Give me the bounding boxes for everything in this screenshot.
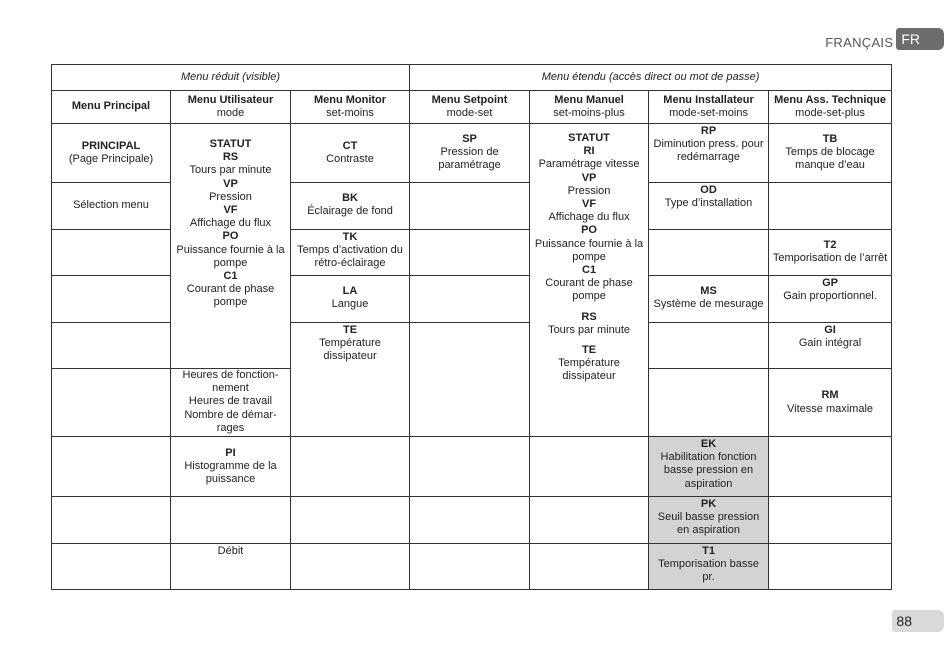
cell-monitor-bk: BK Éclairage de fond	[291, 183, 410, 230]
cell-empty	[410, 276, 530, 323]
cell-technique-tb: TB Temps de blocage manque d’eau	[769, 124, 892, 183]
header-menu-utilisateur: Menu Utilisateur mode	[171, 91, 291, 124]
cell-installateur-ek: EK Habilitation fonction basse pression en aspiration	[649, 437, 769, 497]
cell-technique-gi: GI Gain intégral	[769, 323, 892, 369]
cell-utilisateur-hours: Heures de fonction-nement Heures de travail Nombre de démar-rages	[171, 369, 291, 437]
cell-empty	[52, 544, 171, 590]
cell-empty	[769, 437, 892, 497]
cell-monitor-te: TE Température dissipateur	[291, 323, 410, 437]
cell-empty	[410, 323, 530, 437]
cell-utilisateur-status-block: STATUT RS Tours par minute VP Pression VF Affichage du flux PO Puissance fournie à la pompe C1 Courant de phase pompe	[171, 124, 291, 369]
header-menu-ass-technique: Menu Ass. Technique mode-set-plus	[769, 91, 892, 124]
cell-monitor-la: LA Langue	[291, 276, 410, 323]
cell-installateur-od: OD Type d’installation	[649, 183, 769, 230]
cell-empty	[769, 183, 892, 230]
language-code-badge: FR	[896, 28, 944, 50]
cell-installateur-rp: RP Diminution press. pour redémarrage	[649, 124, 769, 183]
cell-empty	[410, 230, 530, 276]
cell-technique-t2: T2 Temporisation de l’arrêt	[769, 230, 892, 276]
cell-empty	[410, 183, 530, 230]
menu-structure-table	[51, 64, 892, 590]
cell-installateur-ms: MS Système de mesurage	[649, 276, 769, 323]
cell-empty	[52, 276, 171, 323]
cell-monitor-ct: CT Contraste	[291, 124, 410, 183]
table-row	[52, 497, 892, 544]
cell-empty	[291, 497, 410, 544]
cell-empty	[52, 497, 171, 544]
cell-empty	[649, 323, 769, 369]
cell-empty	[291, 437, 410, 497]
cell-empty	[52, 323, 171, 369]
cell-empty	[52, 230, 171, 276]
cell-installateur-t1: T1 Temporisation basse pr.	[649, 544, 769, 590]
cell-monitor-tk: TK Temps d’activation du rétro-éclairage	[291, 230, 410, 276]
cell-empty	[171, 497, 291, 544]
cell-setpoint-sp: SP Pression de paramétrage	[410, 124, 530, 183]
cell-empty	[52, 369, 171, 437]
cell-technique-gp: GP Gain proportionnel.	[769, 276, 892, 323]
table-row	[52, 124, 892, 183]
cell-empty	[530, 544, 649, 590]
cell-empty	[530, 437, 649, 497]
cell-empty	[410, 437, 530, 497]
cell-manuel-status-block: STATUT RI Paramétrage vitesse VP Pression VF Affichage du flux PO Puissance fournie à la pompe C1 Courant de phase pompe RS Tours par minute TE Température dissipateur	[530, 124, 649, 437]
cell-empty	[410, 544, 530, 590]
cell-installateur-pk: PK Seuil basse pression en aspiration	[649, 497, 769, 544]
header-menu-installateur: Menu Installateur mode-set-moins	[649, 91, 769, 124]
cell-empty	[649, 369, 769, 437]
column-header-row	[52, 91, 892, 124]
language-indicator	[825, 28, 944, 50]
group-header-row	[52, 65, 892, 91]
header-menu-manuel: Menu Manuel set-moins-plus	[530, 91, 649, 124]
header-menu-setpoint: Menu Setpoint mode-set	[410, 91, 530, 124]
cell-selection-menu: Sélection menu	[52, 183, 171, 230]
group-reduced-menu: Menu réduit (visible)	[52, 65, 410, 91]
page-number: 88	[892, 610, 944, 632]
cell-technique-rm: RM Vitesse maximale	[769, 369, 892, 437]
cell-empty	[769, 544, 892, 590]
cell-empty	[291, 544, 410, 590]
cell-empty	[410, 497, 530, 544]
cell-utilisateur-pi: PI Histogramme de la puissance	[171, 437, 291, 497]
group-extended-menu: Menu étendu (accès direct ou mot de passe)	[410, 65, 892, 91]
cell-empty	[649, 230, 769, 276]
cell-principal: PRINCIPAL (Page Principale)	[52, 124, 171, 183]
cell-utilisateur-debit: Débit	[171, 544, 291, 590]
table-row	[52, 437, 892, 497]
cell-empty	[769, 497, 892, 544]
cell-empty	[530, 497, 649, 544]
language-label: FRANÇAIS	[825, 34, 894, 50]
table-row	[52, 544, 892, 590]
header-menu-principal: Menu Principal	[52, 91, 171, 124]
cell-empty	[52, 437, 171, 497]
header-menu-monitor: Menu Monitor set-moins	[291, 91, 410, 124]
